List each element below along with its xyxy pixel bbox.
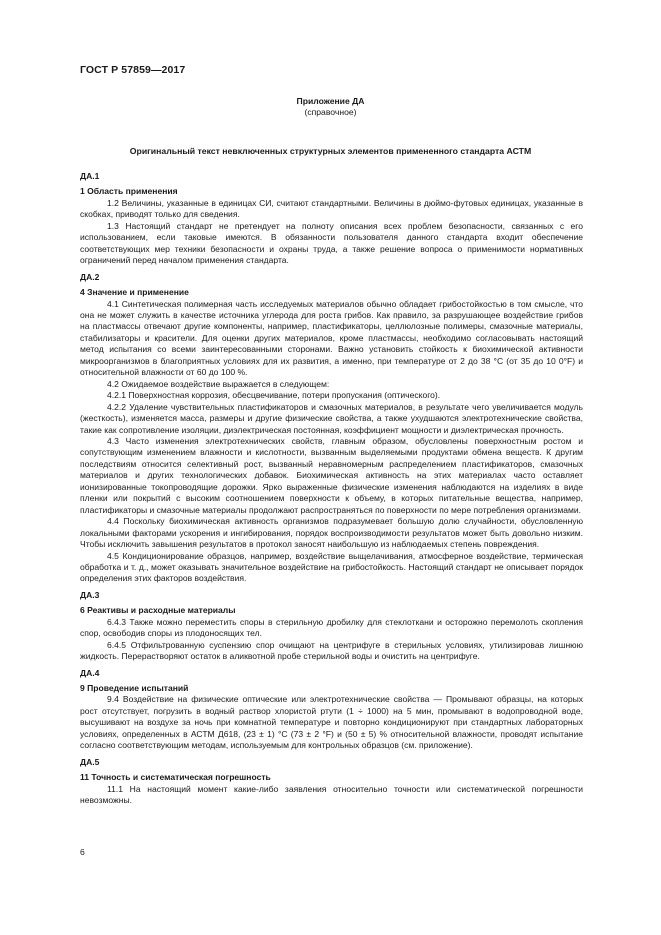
- document-body: [80, 171, 583, 807]
- section-title: 11 Точность и систематическая погрешность: [80, 772, 271, 783]
- paragraph: 11.1 На настоящий момент какие-либо заявления относительно точности или систематической погрешности невозможны.: [80, 783, 583, 806]
- standard-code-header: ГОСТ Р 57859—2017: [80, 64, 186, 76]
- paragraph: 4.2 Ожидаемое воздействие выражается в следующем:: [107, 378, 330, 389]
- paragraph: 4.1 Синтетическая полимерная часть исследуемых материалов обычно обладает грибостойкостью в том смысле, что она не может служить в качестве источника углерода для роста грибов. Как правило, за разрушающее воздействие грибов на пластмассы отвечают другие компоненты, например, пластификаторы, целлюлозные полимеры, смазочные материалы, стабилизаторы и красители. Для оценки других материалов, кроме пластмассы, необходимо согласовывать настоящий метод испытания со всеми заинтересованными сторонами. Важно установить стойкость к биохимической активности микроорганизмов в благоприятных условиях для их развития, а именно, при температуре от 2 до 38 °С (от 35 до 10 0°F) и относительной влажности от 60 до 100 %.: [80, 298, 583, 378]
- paragraph: 9.4 Воздействие на физические оптические или электротехнические свойства — Промывают образцы, на которых рост отсутствует, погрузить в водный раствор хлористой ртути (1 ÷ 1000) на 5 мин, промывают в водопроводной воде, высушивают на воздухе за ночь при комнатной температуре и повторно кондиционируют при стандартных лабораторных условиях, определенных в АСТМ Д618, (23 ± 1) °С (73 ± 2 °F) и (50 ± 5) % относительной влажности, проводят испытание согласно соответствующим методам, используемым для контрольных образцов (см. приложение).: [80, 694, 583, 751]
- paragraph: 4.2.2 Удаление чувствительных пластификаторов и смазочных материалов, в результате чего увеличивается модуль (жесткость), изменяется масса, размеры и другие физические свойства, а также ухудшаются электротехнические свойства, такие как сопротивление изоляции, диэлектрическая постоянная, коэффициент мощности и диэлектрическая прочность.: [80, 401, 583, 435]
- section-title: 6 Реактивы и расходные материалы: [80, 605, 236, 616]
- section-title: 1 Область применения: [80, 186, 178, 197]
- section-id: ДА.3: [80, 589, 100, 600]
- paragraph: 1.2 Величины, указанные в единицах СИ, считают стандартными. Величины в дюймо-футовых единицах, указанные в скобках, приводят только для сведения.: [80, 197, 583, 220]
- paragraph: 4.3 Часто изменения электротехнических свойств, главным образом, обусловлены поверхностным ростом и сопутствующим изменением влажности и кислотности, вызванным выделяемыми продуктами обмена веществ. К другим последствиям относится селективный рост, вызванный неравномерным распределением пластификаторов, смазочных материалов и других технологических добавок. Биохимическая активность на этих материалах часто оставляет ионизированные токопроводящие дорожки. Ярко выраженные физические изменения наблюдаются на изделиях в виде пленки или покрытий с высоким соотношением поверхности к объему, в которых питательные вещества, например, пластификаторы и смазочные материалы продолжают распространяться по поверхности по мере потребления организмами.: [80, 435, 583, 515]
- paragraph: 4.4 Поскольку биохимическая активность организмов подразумевает большую долю случайности, обусловленную локальными факторами ускорения и ингибирования, порядок воспроизводимости результатов может быть довольно низким. Чтобы исключить завышения результатов в протокол заносят наибольшую из наблюдаемых степень повреждения.: [80, 516, 583, 550]
- section-id: ДА.5: [80, 756, 100, 767]
- paragraph: 6.4.3 Также можно переместить споры в стерильную дробилку для стеклоткани и осторожно перемолоть скопления спор, освободив споры из плодоносящих тел.: [80, 616, 583, 639]
- annex-subtitle: (справочное): [304, 107, 357, 117]
- section-id: ДА.2: [80, 271, 100, 282]
- annex-title: Приложение ДА: [296, 96, 365, 106]
- section-title: 4 Значение и применение: [80, 287, 189, 298]
- paragraph: 4.2.1 Поверхностная коррозия, обесцвечивание, потери пропускания (оптического).: [107, 390, 441, 401]
- paragraph: 1.3 Настоящий стандарт не претендует на полноту описания всех проблем безопасности, связанных с его использованием, если таковые имеются. В обязанности пользователя данного стандарта входит обеспечение соответствующих мер техники безопасности и охраны труда, а также решение вопроса о применимости нормативных ограничений перед началом применения стандарта.: [80, 220, 583, 266]
- section-id: ДА.4: [80, 667, 100, 678]
- document-title: Оригинальный текст невключенных структурных элементов примененного стандарта АСТМ: [129, 146, 532, 156]
- paragraph: 4.5 Кондиционирование образцов, например, воздействие выщелачивания, атмосферное воздействие, термическая обработка и т. д., может оказывать значительное воздействие на грибостойкость. Настоящий стандарт не описывает порядок определения этих факторов воздействия.: [80, 550, 583, 584]
- section-id: ДА.1: [80, 171, 100, 181]
- paragraph: 6.4.5 Отфильтрованную суспензию спор очищают на центрифуге в стерильных условиях, утилизировав лишнюю жидкость. Перерастворяют остаток в аликвотной пробе стерильной воды и очистить на центрифуге.: [80, 639, 583, 662]
- annex-heading: [0, 96, 661, 118]
- page-number: 6: [80, 847, 85, 857]
- section-title: 9 Проведение испытаний: [80, 683, 189, 694]
